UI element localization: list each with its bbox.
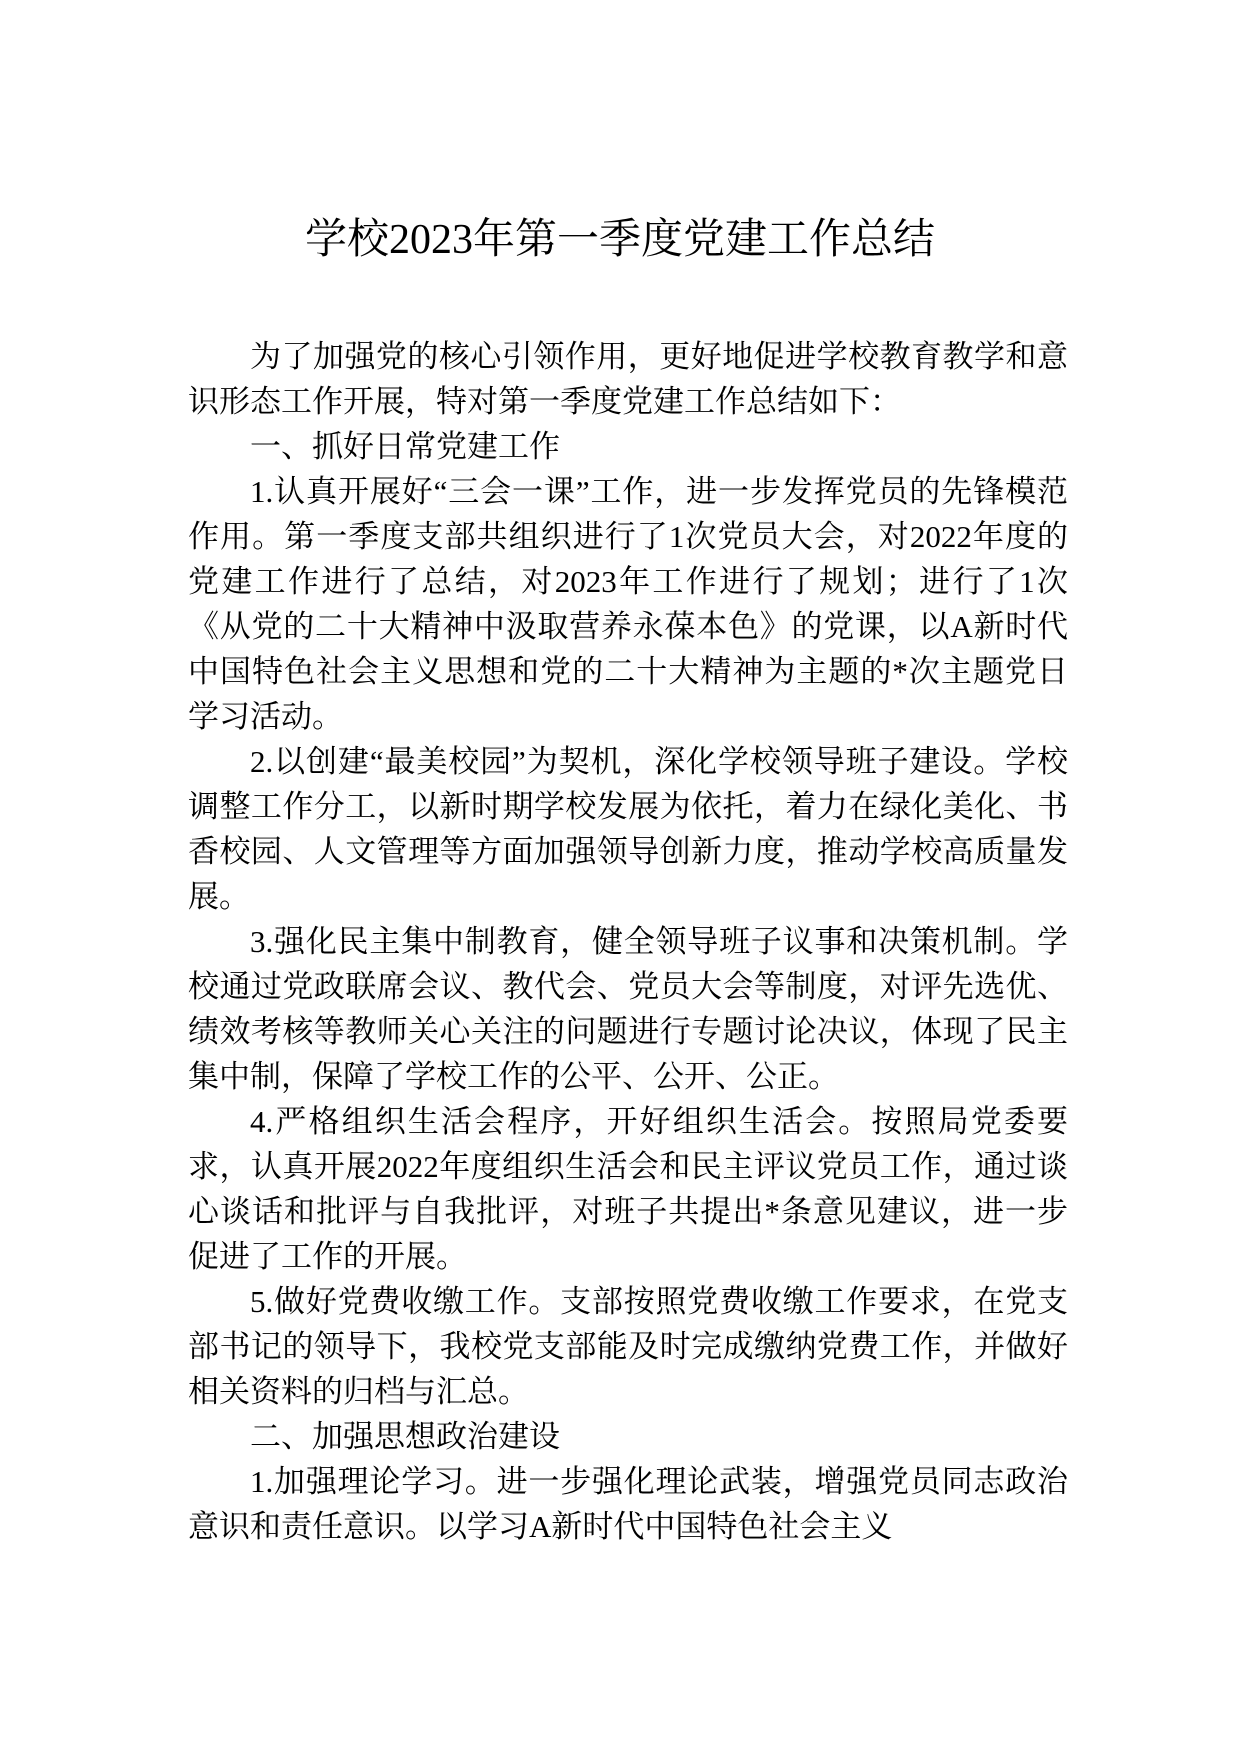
paragraph-1-1: 1.认真开展好“三会一课”工作，进一步发挥党员的先锋模范作用。第一季度支部共组织进行了1次党员大会，对2022年度的党建工作进行了总结，对2023年工作进行了规划；进行了1次《从党的二十大精神中汲取营养永葆本色》的党课，以A新时代中国特色社会主义思想和党的二十大精神为主题的*次主题党日学习活动。 — [188, 474, 1068, 734]
section-heading-2: 二、加强思想政治建设 — [250, 1419, 560, 1454]
document-body — [188, 334, 1068, 1549]
paragraph-2-1: 1.加强理论学习。进一步强化理论武装，增强党员同志政治意识和责任意识。以学习A新时代中国特色社会主义 — [188, 1464, 1068, 1544]
paragraph-1-4: 4.严格组织生活会程序，开好组织生活会。按照局党委要求，认真开展2022年度组织生活会和民主评议党员工作，通过谈心谈话和批评与自我批评，对班子共提出*条意见建议，进一步促进了工作的开展。 — [188, 1104, 1068, 1274]
section-heading-1: 一、抓好日常党建工作 — [250, 429, 560, 464]
document-title: 学校2023年第一季度党建工作总结 — [304, 217, 935, 263]
intro-paragraph: 为了加强党的核心引领作用，更好地促进学校教育教学和意识形态工作开展，特对第一季度党建工作总结如下： — [188, 339, 1068, 419]
paragraph-1-2: 2.以创建“最美校园”为契机，深化学校领导班子建设。学校调整工作分工，以新时期学校发展为依托，着力在绿化美化、书香校园、人文管理等方面加强领导创新力度，推动学校高质量发展。 — [188, 744, 1068, 914]
paragraph-1-3: 3.强化民主集中制教育，健全领导班子议事和决策机制。学校通过党政联席会议、教代会、党员大会等制度，对评先选优、绩效考核等教师关心关注的问题进行专题讨论决议，体现了民主集中制，保障了学校工作的公平、公开、公正。 — [188, 924, 1068, 1094]
paragraph-1-5: 5.做好党费收缴工作。支部按照党费收缴工作要求，在党支部书记的领导下，我校党支部能及时完成缴纳党费工作，并做好相关资料的归档与汇总。 — [188, 1284, 1068, 1409]
